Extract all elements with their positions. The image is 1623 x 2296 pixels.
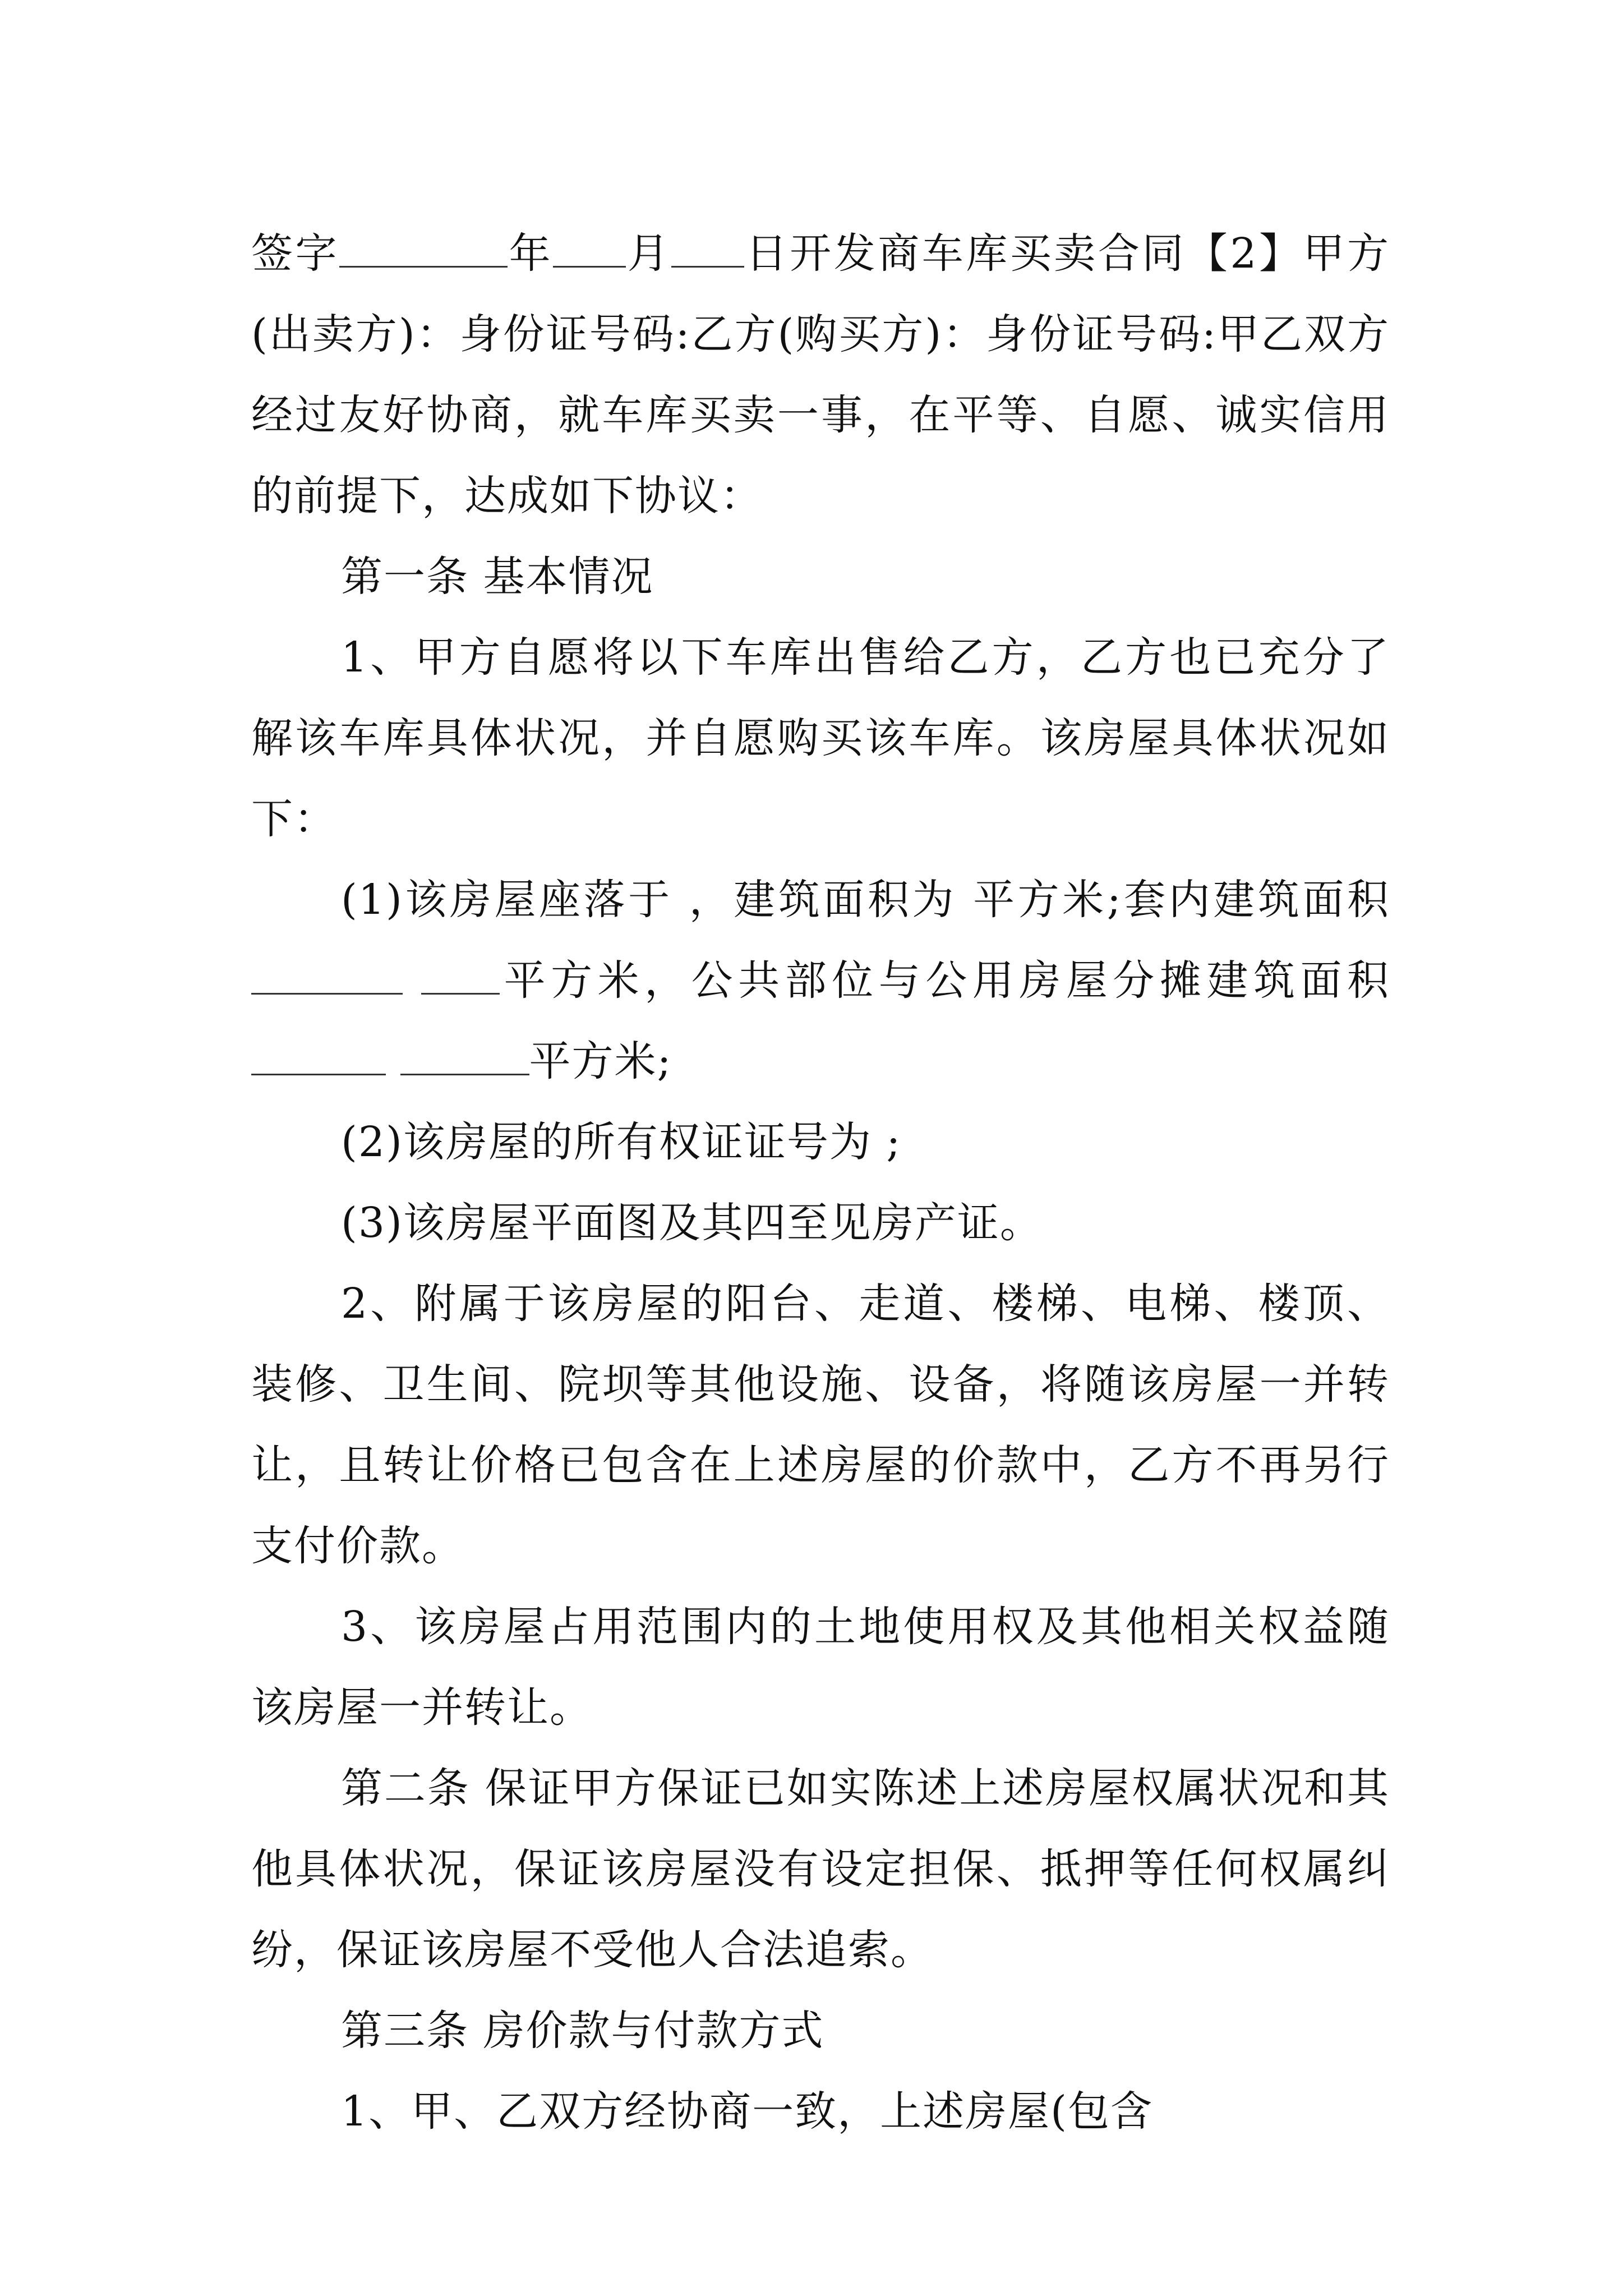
article-2: 第二条 保证甲方保证已如实陈述上述房屋权属状况和其他具体状况，保证该房屋没有设定担保、抵押等任何权属纠纷，保证该房屋不受他人合法追索。 bbox=[251, 1764, 1390, 1974]
intro-body: 日开发商车库买卖合同【2】甲方(出卖方)：身份证号码:乙方(购买方)：身份证号码:甲乙双方经过友好协商，就车库买卖一事，在平等、自愿、诚实信用的前提下，达成如下协议： bbox=[251, 229, 1390, 520]
inner-area-blank-b bbox=[421, 954, 500, 995]
sub-1-text-a: (1)该房屋座落于 ，建筑面积为 平方米;套内建筑面积 bbox=[341, 876, 1390, 924]
shared-area-blank-a bbox=[251, 1034, 386, 1075]
day-blank bbox=[671, 227, 744, 268]
intro-month-label: 月 bbox=[626, 229, 672, 278]
intro-year-label: 年 bbox=[508, 229, 554, 278]
inner-area-blank-a bbox=[251, 954, 403, 995]
intro-paragraph bbox=[251, 213, 1390, 536]
article-1-title: 第一条 基本情况 bbox=[341, 553, 654, 601]
month-blank bbox=[553, 227, 626, 268]
sub-1-text-b: 平方米，公共部位与公用房屋分摊建筑面积 bbox=[500, 956, 1390, 1005]
document-page bbox=[251, 213, 1390, 2152]
article-3-item-1: 1、甲、乙双方经协商一致，上述房屋(包含 bbox=[341, 2087, 1153, 2136]
shared-area-blank-b bbox=[400, 1034, 529, 1075]
article-1-sub-2: (2)该房屋的所有权证证号为 ; bbox=[341, 1118, 902, 1166]
article-3-title: 第三条 房价款与付款方式 bbox=[341, 2007, 824, 2055]
article-1-item-1: 1、甲方自愿将以下车库出售给乙方，乙方也已充分了解该车库具体状况，并自愿购买该车库。该房屋具体状况如下： bbox=[251, 633, 1390, 843]
article-1-sub-1 bbox=[251, 859, 1390, 1102]
article-1-sub-3: (3)该房屋平面图及其四至见房产证。 bbox=[341, 1199, 1043, 1247]
article-1-item-3: 3、该房屋占用范围内的土地使用权及其他相关权益随该房屋一并转让。 bbox=[251, 1603, 1390, 1732]
signature-blank bbox=[339, 227, 508, 268]
sub-1-text-c: 平方米; bbox=[529, 1037, 672, 1085]
article-1-item-2: 2、附属于该房屋的阳台、走道、楼梯、电梯、楼顶、装修、卫生间、院坝等其他设施、设备，将随该房屋一并转让，且转让价格已包含在上述房屋的价款中，乙方不再另行支付价款。 bbox=[251, 1280, 1390, 1570]
intro-signature-label: 签字 bbox=[251, 229, 340, 278]
